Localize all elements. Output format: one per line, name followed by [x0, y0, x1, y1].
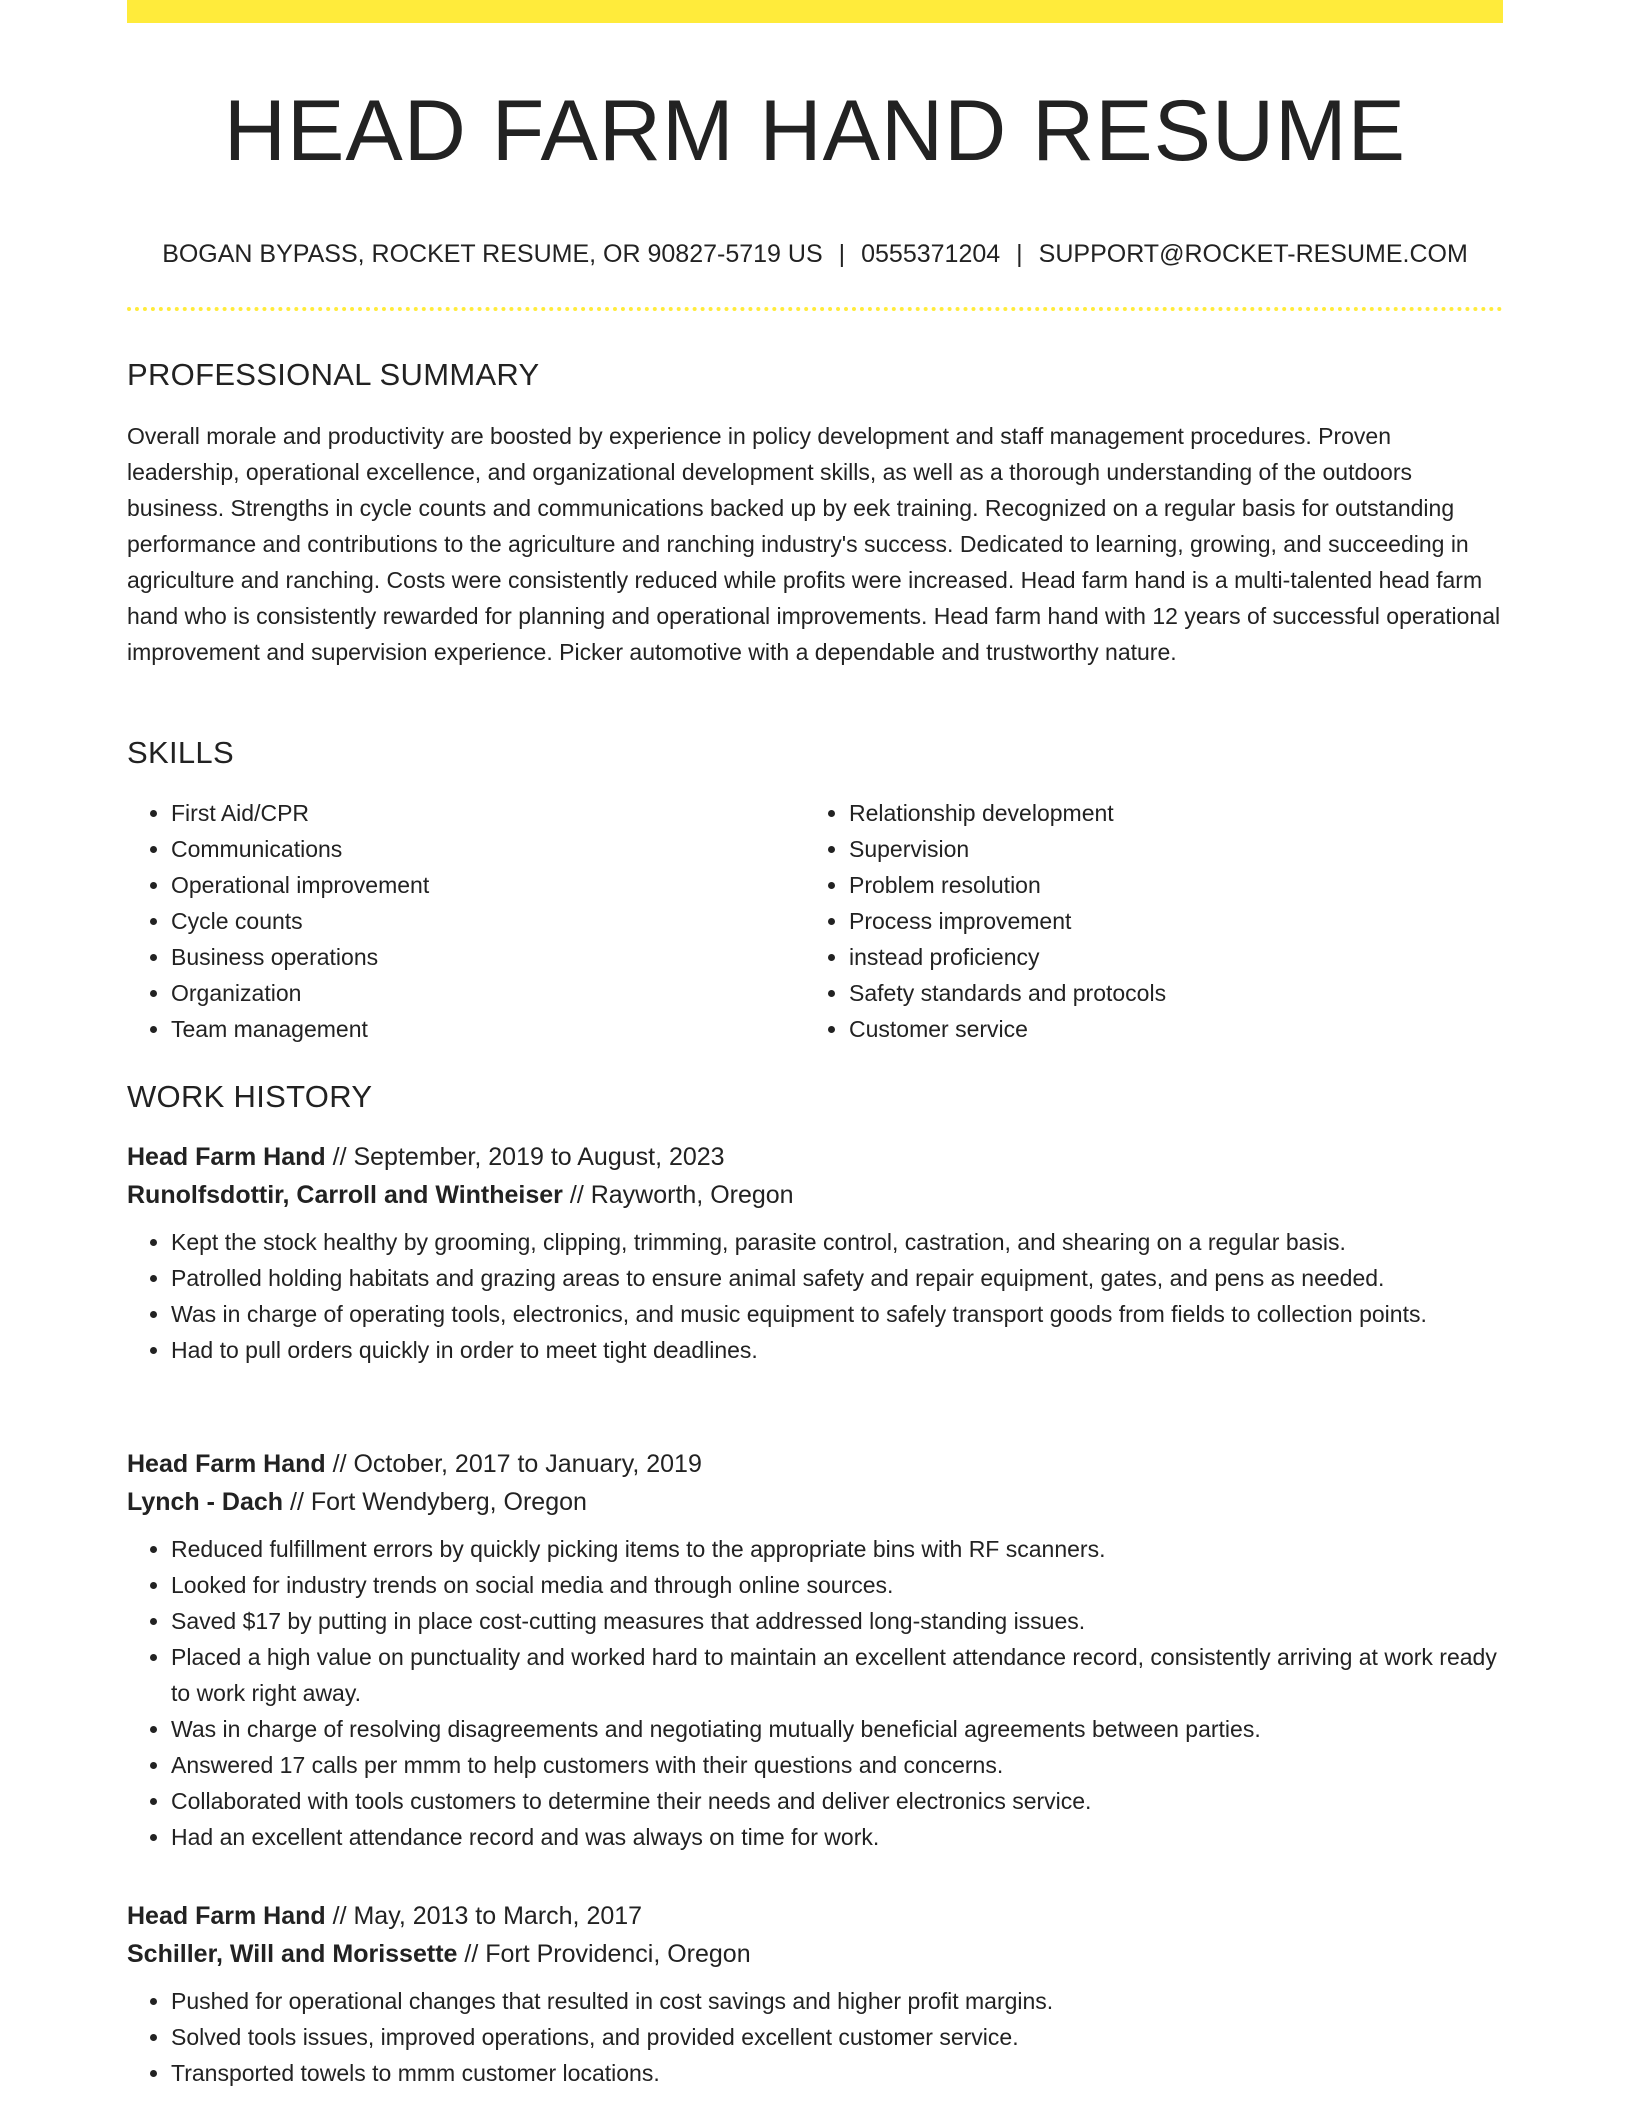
job-title: Head Farm Hand — [127, 1902, 326, 1930]
job-bullet: • Was in charge of resolving disagreements and negotiating mutually beneficial agreements between parties. — [171, 1711, 1503, 1747]
job-bullet: • Answered 17 calls per mmm to help customers with their questions and concerns. — [171, 1747, 1503, 1783]
skill-item: • Customer service — [849, 1011, 1166, 1047]
divider-text: // — [325, 1143, 354, 1171]
job-bullet: • Pushed for operational changes that resulted in cost savings and higher profit margins. — [171, 1983, 1503, 2019]
job-company-line — [127, 1176, 1503, 1214]
job-bullet: • Saved $17 by putting in place cost-cutting measures that addressed long-standing issues. — [171, 1603, 1503, 1639]
skills-list-right — [805, 795, 1166, 1047]
contact-address: BOGAN BYPASS, ROCKET RESUME, OR 90827-5719 US — [162, 240, 823, 268]
job-company: Lynch - Dach — [127, 1488, 284, 1516]
skill-item: • Relationship development — [849, 795, 1166, 831]
job-location: Rayworth, Oregon — [590, 1181, 794, 1209]
skill-item: • Supervision — [849, 831, 1166, 867]
skills-list-left — [127, 795, 429, 1047]
job-title-line — [127, 1445, 1503, 1483]
job-bullet: • Placed a high value on punctuality and worked hard to maintain an excellent attendance record, consistently arriving at work ready to work right away. — [171, 1639, 1503, 1711]
skill-item: • First Aid/CPR — [171, 795, 429, 831]
job-location: Fort Providenci, Oregon — [485, 1940, 751, 1968]
job-location: Fort Wendyberg, Oregon — [310, 1488, 587, 1516]
job-bullet: • Kept the stock healthy by grooming, clipping, trimming, parasite control, castration, and shearing on a regular basis. — [171, 1224, 1503, 1260]
job-company-line — [127, 1935, 1503, 1973]
resume-title: HEAD FARM HAND RESUME — [223, 83, 1407, 179]
work-history-heading: WORK HISTORY — [127, 1079, 373, 1114]
job-bullet: • Collaborated with tools customers to determine their needs and deliver electronics service. — [171, 1783, 1503, 1819]
contact-phone: 0555371204 — [861, 240, 1001, 268]
skills-heading: SKILLS — [127, 735, 234, 770]
job-title-line — [127, 1138, 1503, 1176]
job-bullet: • Was in charge of operating tools, electronics, and music equipment to safely transport goods from fields to collection points. — [171, 1296, 1503, 1332]
accent-top-bar — [127, 0, 1503, 23]
skill-item: • Safety standards and protocols — [849, 975, 1166, 1011]
skill-item: • Operational improvement — [171, 867, 429, 903]
skill-item: • Business operations — [171, 939, 429, 975]
skill-item: • Cycle counts — [171, 903, 429, 939]
job-title-line — [127, 1897, 1503, 1935]
skill-item: • Organization — [171, 975, 429, 1011]
job-company-line — [127, 1483, 1503, 1521]
skill-item: • Problem resolution — [849, 867, 1166, 903]
contact-line — [127, 236, 1503, 272]
divider-text: // — [562, 1181, 591, 1209]
job-bullets — [127, 1531, 1503, 1855]
divider-text: // — [325, 1902, 354, 1930]
job-dates: May, 2013 to March, 2017 — [353, 1902, 643, 1930]
job-bullet: • Reduced fulfillment errors by quickly picking items to the appropriate bins with RF scanners. — [171, 1531, 1503, 1567]
skill-item: • Communications — [171, 831, 429, 867]
skill-item: • instead proficiency — [849, 939, 1166, 975]
divider-text: // — [283, 1488, 311, 1516]
job-entry — [127, 1445, 1503, 1855]
job-bullet: • Patrolled holding habitats and grazing areas to ensure animal safety and repair equipment, gates, and pens as needed. — [171, 1260, 1503, 1296]
job-title: Head Farm Hand — [127, 1450, 326, 1478]
dotted-divider — [127, 307, 1503, 311]
job-dates: September, 2019 to August, 2023 — [353, 1143, 725, 1171]
job-company: Schiller, Will and Morissette — [127, 1940, 458, 1968]
job-bullet: • Transported towels to mmm customer locations. — [171, 2055, 1503, 2091]
job-entry — [127, 1138, 1503, 1368]
job-company: Runolfsdottir, Carroll and Wintheiser — [127, 1181, 563, 1209]
job-bullets — [127, 1224, 1503, 1368]
divider-text: // — [325, 1450, 354, 1478]
job-bullet: • Had to pull orders quickly in order to meet tight deadlines. — [171, 1332, 1503, 1368]
summary-heading: PROFESSIONAL SUMMARY — [127, 357, 540, 392]
job-bullet: • Solved tools issues, improved operations, and provided excellent customer service. — [171, 2019, 1503, 2055]
job-entry — [127, 1897, 1503, 2091]
skill-item: • Team management — [171, 1011, 429, 1047]
job-dates: October, 2017 to January, 2019 — [353, 1450, 702, 1478]
skill-item: • Process improvement — [849, 903, 1166, 939]
summary-text: Overall morale and productivity are boosted by experience in policy development and staff management procedures. Proven leadership, operational excellence, and organizational development skills, as well as a thorough understanding of the outdoors business. Strengths in cycle counts and communications backed up by eek training. Recognized on a regular basis for outstanding performance and contributions to the agriculture and ranching industry's success. Dedicated to learning, growing, and succeeding in agriculture and ranching. Costs were consistently reduced while profits were increased. Head farm hand is a multi-talented head farm hand who is consistently rewarded for planning and operational improvements. Head farm hand with 12 years of successful operational improvement and supervision experience. Picker automotive with a dependable and trustworthy nature. — [127, 423, 1501, 665]
contact-separator: | — [1016, 240, 1023, 268]
job-bullet: • Had an excellent attendance record and was always on time for work. — [171, 1819, 1503, 1855]
contact-email: SUPPORT@ROCKET-RESUME.COM — [1038, 240, 1468, 268]
job-bullet: • Looked for industry trends on social media and through online sources. — [171, 1567, 1503, 1603]
job-bullets — [127, 1983, 1503, 2091]
divider-text: // — [457, 1940, 486, 1968]
contact-separator: | — [838, 240, 846, 268]
job-title: Head Farm Hand — [127, 1143, 326, 1171]
